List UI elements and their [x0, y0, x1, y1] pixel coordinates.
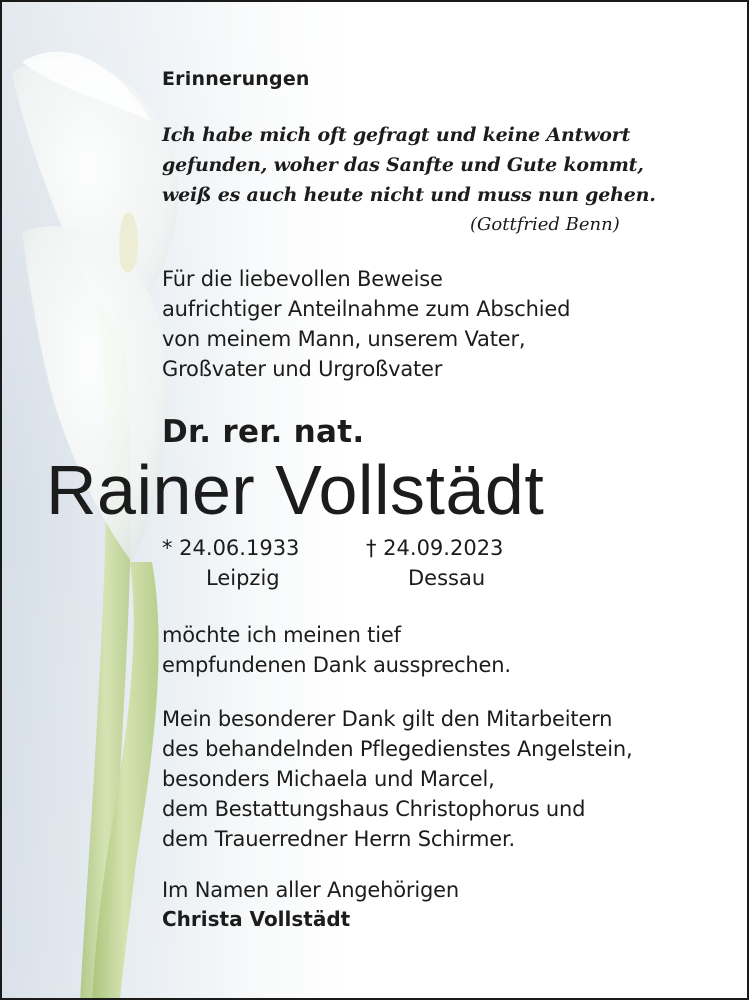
special-thanks-line: besonders Michaela und Marcel,	[162, 767, 495, 791]
quote-line: gefunden, woher das Sanfte und Gute kommt,	[162, 154, 644, 176]
quote-line: Ich habe mich oft gefragt und keine Antwort	[162, 124, 631, 146]
academic-title: Dr. rer. nat.	[162, 414, 365, 450]
signature: Christa Vollstädt	[162, 907, 351, 931]
special-thanks-line: dem Trauerredner Herrn Schirmer.	[162, 827, 515, 851]
intro-line: von meinem Mann, unserem Vater,	[162, 327, 526, 351]
special-thanks-line: Mein besonderer Dank gilt den Mitarbeitern	[162, 707, 613, 731]
special-thanks-paragraph	[162, 704, 632, 854]
closing-line: Im Namen aller Angehörigen	[162, 878, 459, 902]
quote	[162, 120, 656, 210]
thanks-line: möchte ich meinen tief	[162, 623, 401, 647]
birth-date: * 24.06.1933	[162, 536, 300, 560]
thanks-paragraph	[162, 620, 511, 680]
birth-place: Leipzig	[206, 566, 280, 590]
intro-paragraph	[162, 264, 570, 384]
quote-line: weiß es auch heute nicht und muss nun gehen.	[162, 184, 656, 206]
special-thanks-line: des behandelnden Pflegedienstes Angelstein,	[162, 737, 633, 761]
intro-line: Großvater und Urgroßvater	[162, 357, 443, 381]
quote-author: (Gottfried Benn)	[470, 214, 620, 235]
death-place: Dessau	[408, 566, 486, 590]
intro-line: aufrichtiger Anteilnahme zum Abschied	[162, 297, 571, 321]
heading: Erinnerungen	[162, 68, 310, 90]
deceased-name: Rainer Vollstädt	[46, 451, 545, 529]
special-thanks-line: dem Bestattungshaus Christophorus und	[162, 797, 586, 821]
intro-line: Für die liebevollen Beweise	[162, 267, 443, 291]
thanks-line: empfundenen Dank aussprechen.	[162, 653, 511, 677]
death-date: † 24.09.2023	[366, 536, 504, 560]
